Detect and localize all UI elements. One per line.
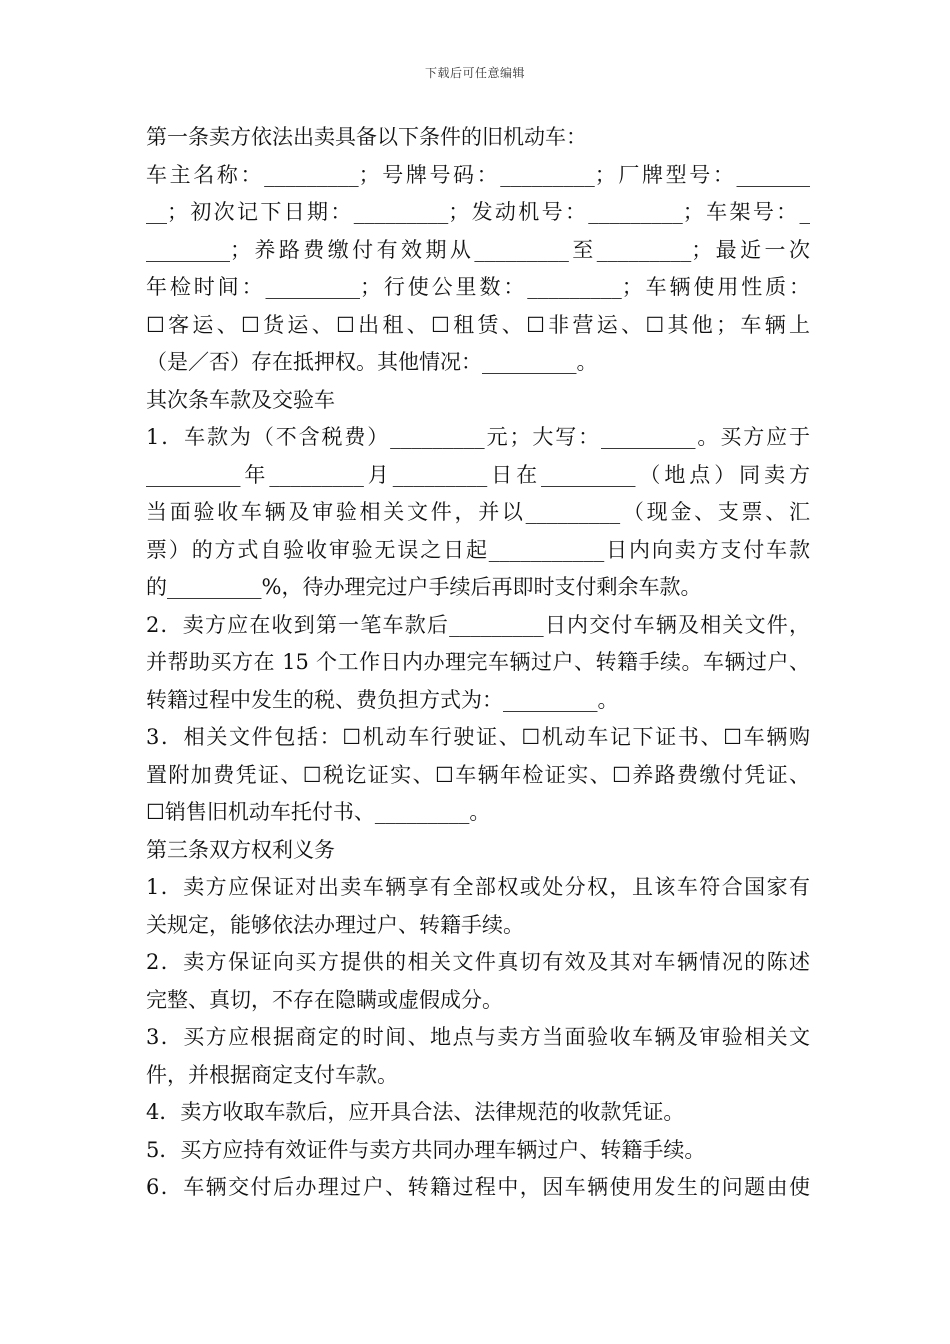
document-line: 2．卖方保证向买方提供的相关文件真切有效及其对车辆情况的陈述 bbox=[146, 950, 810, 974]
document-line: _________年_________月_________日在_________（地点）同卖方 bbox=[146, 462, 810, 487]
document-line: 第一条卖方依法出卖具备以下条件的旧机动车： bbox=[146, 125, 587, 149]
document-line: 并帮助买方在 15 个工作日内办理完车辆过户、转籍手续。车辆过户、 bbox=[146, 650, 810, 674]
document-line: 车主名称：_________；号牌号码：_________；厂牌型号：_______ bbox=[146, 162, 810, 187]
document-line: 1．卖方应保证对出卖车辆享有全部权或处分权，且该车符合国家有 bbox=[146, 875, 810, 899]
document-line: 3．相关文件包括：☐机动车行驶证、☐机动车记下证书、☐车辆购 bbox=[146, 725, 810, 749]
document-line: 当面验收车辆及审验相关文件，并以_________（现金、支票、汇 bbox=[146, 500, 810, 524]
document-line: 的_________%，待办理完过户手续后再即时支付剩余车款。 bbox=[146, 575, 702, 599]
document-line: 转籍过程中发生的税、费负担方式为：_________。 bbox=[146, 687, 619, 712]
document-line: （是／否）存在抵押权。其他情况：_________。 bbox=[146, 350, 598, 374]
document-line: 置附加费凭证、☐税讫证实、☐车辆年检证实、☐养路费缴付凭证、 bbox=[146, 762, 810, 787]
document-line: 件，并根据商定支付车款。 bbox=[146, 1062, 398, 1087]
document-line: 5．买方应持有效证件与卖方共同办理车辆过户、转籍手续。 bbox=[146, 1137, 706, 1162]
document-line: __；初次记下日期：_________；发动机号：_________；车架号：_ bbox=[146, 200, 810, 224]
document-line: 关规定，能够依法办理过户、转籍手续。 bbox=[146, 912, 524, 937]
document-line: 3．买方应根据商定的时间、地点与卖方当面验收车辆及审验相关文 bbox=[146, 1025, 810, 1049]
page-header: 下载后可任意编辑 bbox=[424, 66, 525, 80]
document-line: ☐客运、☐货运、☐出租、☐租赁、☐非营运、☐其他；车辆上 bbox=[146, 312, 810, 337]
document-line: 6．车辆交付后办理过户、转籍过程中，因车辆使用发生的问题由使 bbox=[146, 1175, 810, 1199]
document-line: 1．车款为（不含税费）_________元；大写：_________。买方应于 bbox=[146, 425, 810, 449]
document-line: 年检时间：_________；行使公里数：_________；车辆使用性质： bbox=[146, 275, 810, 299]
document-line: 第三条双方权利义务 bbox=[146, 837, 335, 862]
document-line: 其次条车款及交验车 bbox=[146, 387, 335, 412]
document-line: 2．卖方应在收到第一笔车款后_________日内交付车辆及相关文件， bbox=[146, 612, 810, 637]
document-body bbox=[146, 119, 810, 1207]
document-line: 票）的方式自验收审验无误之日起___________日内向卖方支付车款 bbox=[146, 537, 810, 562]
document-line: ________；养路费缴付有效期从_________至_________；最近一次 bbox=[146, 237, 810, 262]
document-line: ☐销售旧机动车托付书、_________。 bbox=[146, 800, 491, 824]
document-line: 完整、真切，不存在隐瞒或虚假成分。 bbox=[146, 987, 503, 1012]
document-line: 4．卖方收取车款后，应开具合法、法律规范的收款凭证。 bbox=[146, 1100, 685, 1124]
